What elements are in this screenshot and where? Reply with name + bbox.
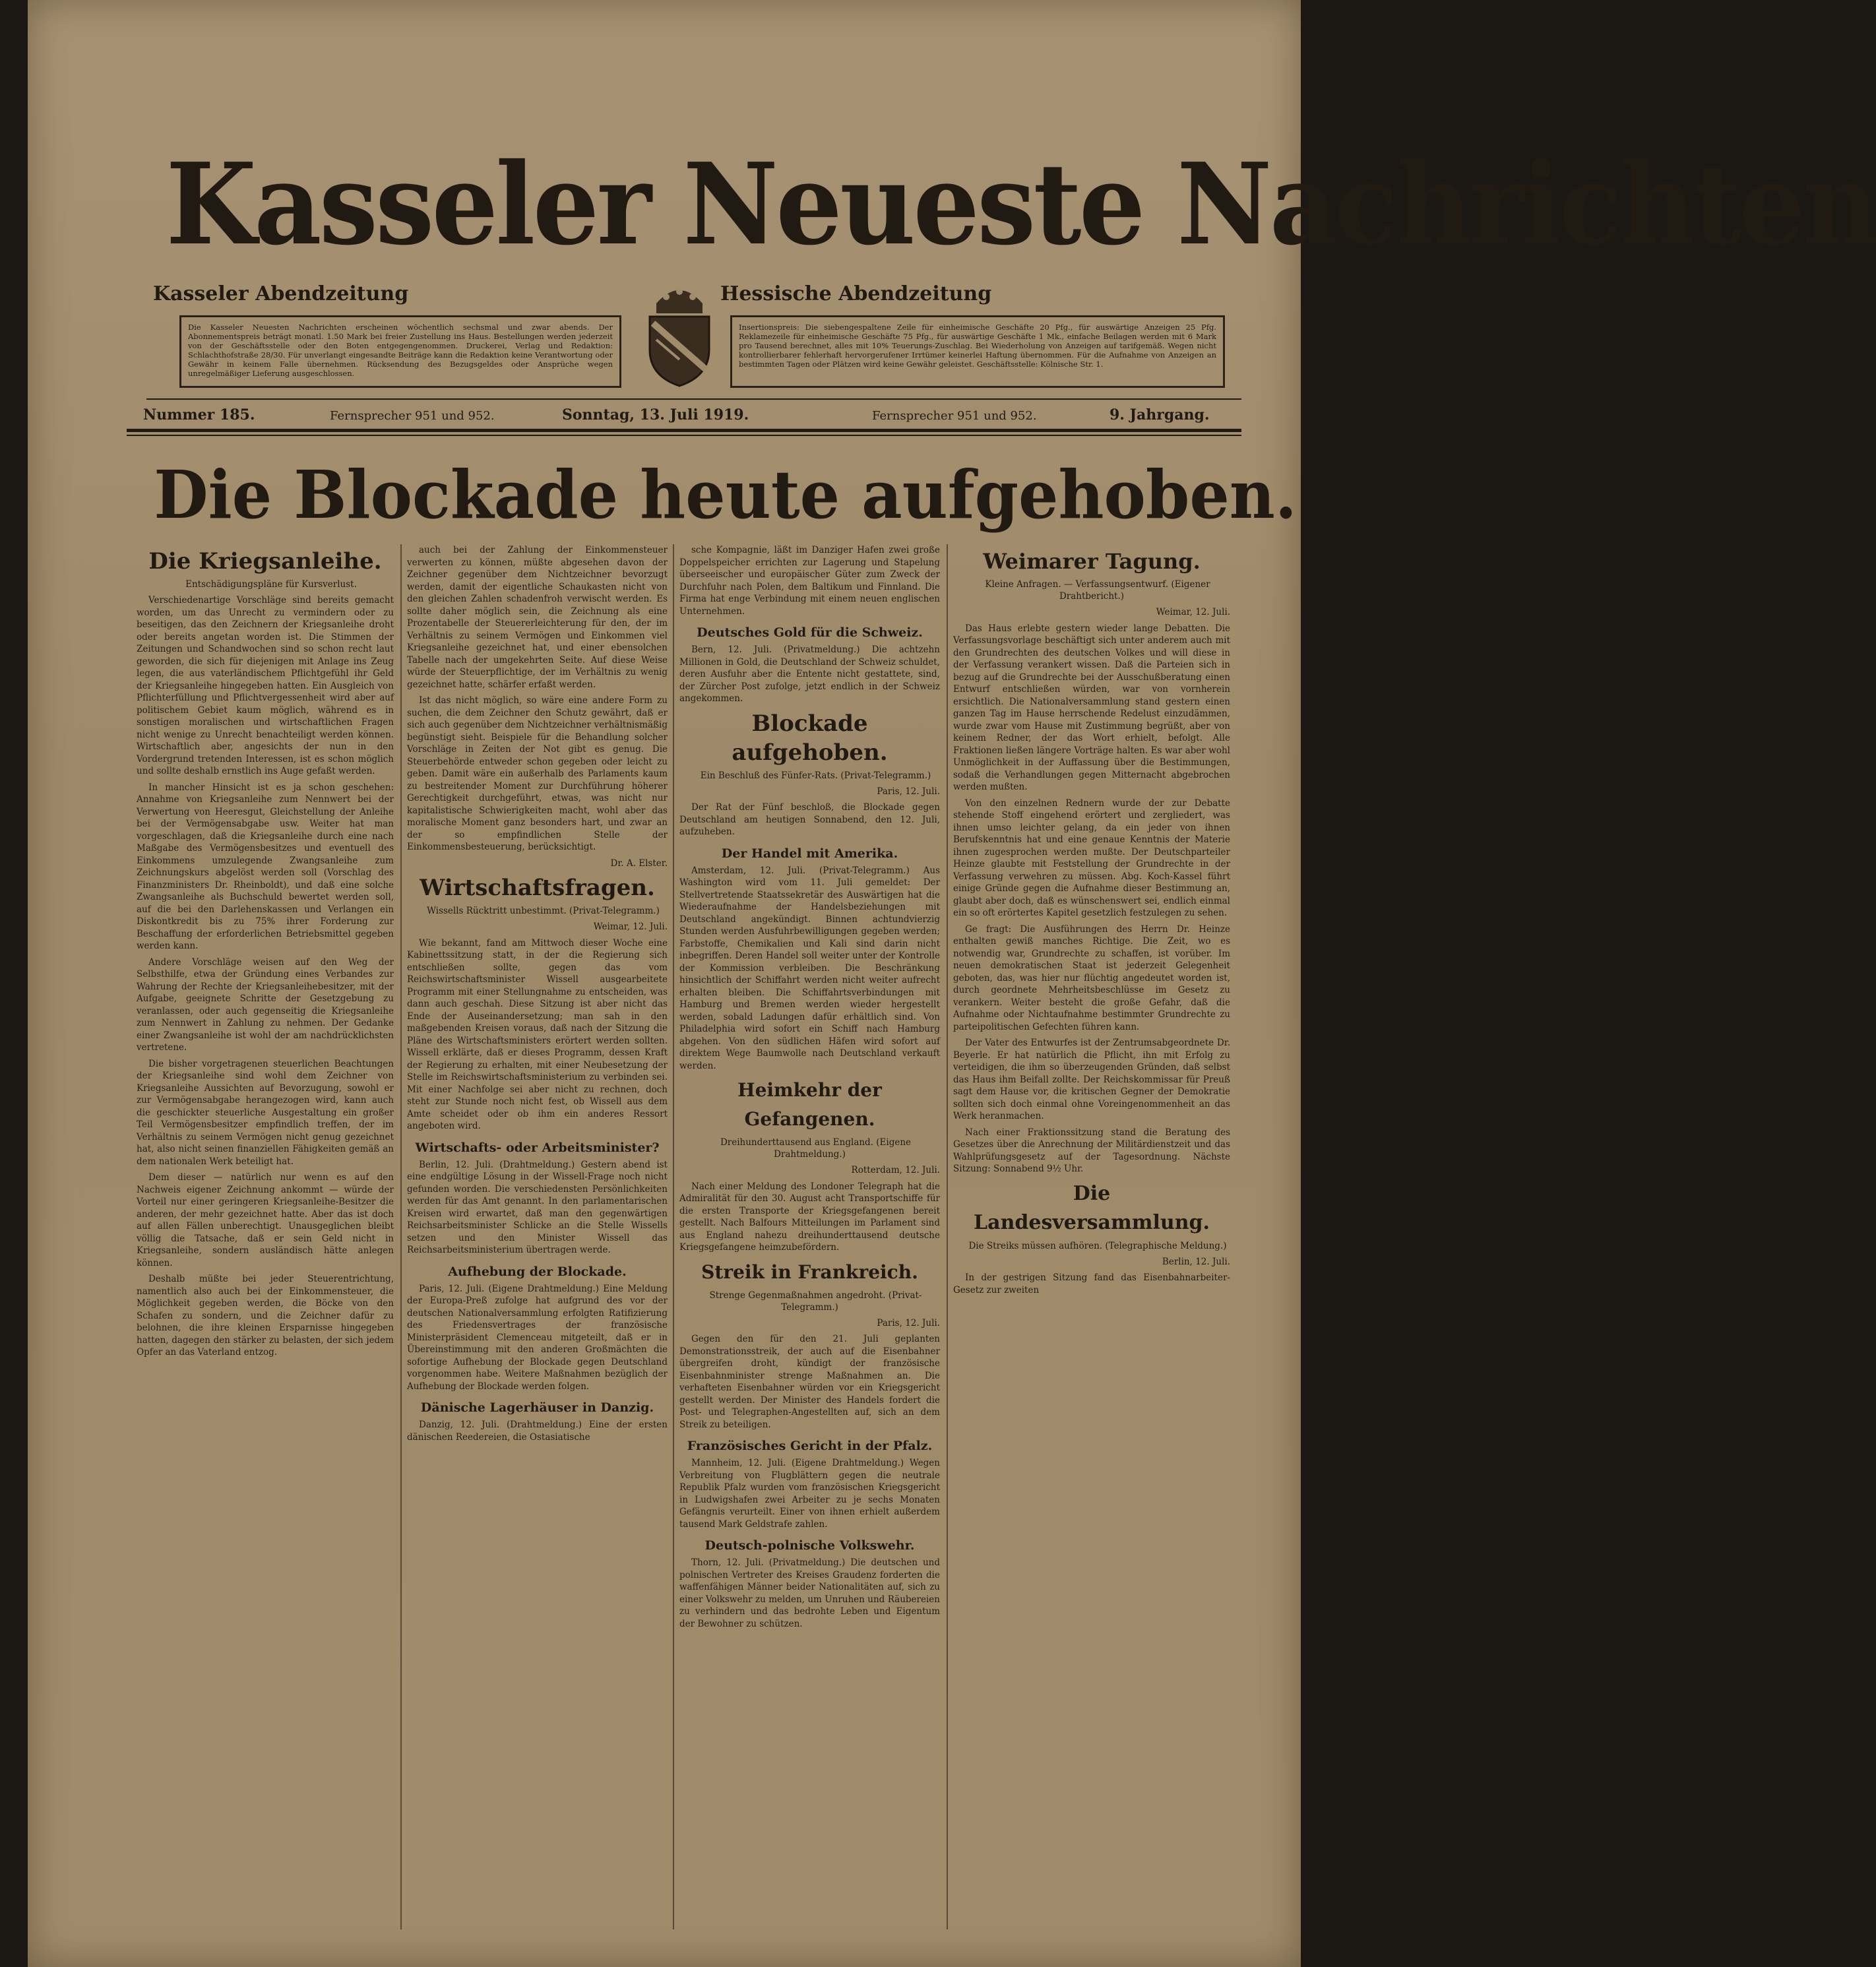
phone-left: Fernsprecher 951 und 952. (330, 409, 495, 423)
coat-of-arms-icon (640, 277, 719, 389)
article-dateline: Rotterdam, 12. Juli. (851, 1165, 940, 1175)
article-subtitle: Ein Beschluß des Fünfer-Rats. (Privat-Telegramm.) (700, 770, 931, 781)
column-separator (947, 544, 948, 1929)
article-subtitle: Kleine Anfragen. — Verfassungsentwurf. (Eigener Drahtbericht.) (985, 579, 1210, 602)
article-title: Heimkehr der Gefangenen. (737, 1079, 882, 1130)
article-subtitle: Die Streiks müssen aufhören. (Telegraphische Meldung.) (968, 1240, 1227, 1251)
article-paragraph: Ist das nicht möglich, so wäre eine andere Form zu suchen, die dem Zeichner den Schutz gewährt, daß er sich auch gegenüber dem Nichtzeichner verhältnismäßig begünstigt sieht. Beispiele für die Behandlung solcher Vorschläge in Zeiten der Not gibt es genug. Die Steuerbehörde entweder schon gegeben oder leicht zu geben. Damit wäre ein außerhalb des Parlaments kaum zu bestreitender Moment zur Durchführung höherer Gerechtigkeit durchgeführt, etwas, was nicht nur kapitalistische Schwierigkeiten macht, wohl aber das moralische Moment ganz besonders hart, und zwar an der so empfindlichen Stelle der Einkommensbesteuerung, berücksichtigt. (407, 695, 668, 852)
article-title: Deutsches Gold für die Schweiz. (697, 625, 923, 640)
article-paragraph: Dem dieser — natürlich nur wenn es auf den Nachweis eigener Zeichnung ankommt — würde der Vorteil nur einer geringeren Kriegsanleihe-Besitzer die anderen, der mehr gezeichnet hatte. Aber das ist doch auf allen Fällen unberechtigt. Unausgeglichen bleibt völlig die Tatsache, daß er sein Geld nicht in Kriegsanleihe, sondern ausländisch hätte anlegen können. (137, 1172, 394, 1268)
article-paragraph: Die bisher vorgetragenen steuerlichen Beachtungen der Kriegsanleihe sind wohl dem Zeichner von Kriegsanleihe Aussichten auf Bevorzugung, sowohl er zur Vermögensabgabe herangezogen wird, kann auch die geschickter steuerliche Ausgestaltung ein großer Teil Vermögensbesitzer empfindlich treffen, der im Verhältnis zu seinem Vermögen nicht genug gezeichnet hat, also nicht seinen finanziellen Fähigkeiten gemäß an dem nationalen Werk beteiligt hat. (137, 1058, 394, 1167)
article-paragraph: Deshalb müßte bei jeder Steuerentrichtung, namentlich also auch bei der Einkommensteuer, die Möglichkeit gegeben werden, die Böcke von den Schafen zu sondern, und die Zeichner dafür zu belohnen, die ihre kleinen Ersparnisse hingegeben hatten, dagegen den stärker zu belasten, der sich jedem Opfer an das Vaterland entzog. (137, 1274, 394, 1358)
article-title: Dänische Lagerhäuser in Danzig. (420, 1400, 654, 1415)
column-separator (400, 544, 402, 1929)
article-paragraph: Nach einer Fraktionssitzung stand die Beratung des Gesetzes über die Anrechnung der Militärdienstzeit und das Wahlprüfungsgesetz auf der Tagesordnung. Nächste Sitzung: Sonnabend 9½ Uhr. (953, 1127, 1230, 1174)
article-title: Der Handel mit Amerika. (721, 846, 898, 861)
double-rule-lower (127, 435, 1241, 436)
article-title: Streik in Frankreich. (701, 1261, 918, 1283)
phone-right: Fernsprecher 951 und 952. (872, 409, 1037, 423)
article-subtitle: Dreihunderttausend aus England. (Eigene Drahtmeldung.) (720, 1137, 912, 1160)
article-paragraph: In der gestrigen Sitzung fand das Eisenbahnarbeiter-Gesetz zur zweiten (953, 1272, 1230, 1296)
volume-year: 9. Jahrgang. (1110, 406, 1210, 423)
article-paragraph: Thorn, 12. Juli. (Privatmeldung.) Die deutschen und polnischen Vertreter des Kreises Graudenz forderten die waffenfähigen Männer beider Nationalitäten auf, sich zu einer Volkswehr zu melden, um Unruhen und Räubereien zu verhindern und das bedrohte Leben und Eigentum der Bewohner zu schützen. (679, 1557, 940, 1629)
article-subtitle: Entschädigungspläne für Kursverlust. (185, 579, 357, 590)
article-paragraph: sche Kompagnie, läßt im Danziger Hafen zwei große Doppelspeicher errichten zur Lagerung und Stapelung überseeischer und europäischer Güter zum Zweck der Durchfuhr nach Polen, dem Baltikum und Finnland. Die Firma hat enge Verbindung mit einem neuen englischen Unternehmen. (679, 545, 940, 617)
article-paragraph: Mannheim, 12. Juli. (Eigene Drahtmeldung.) Wegen Verbreitung von Flugblättern gegen die neutrale Republik Pfalz wurden vom französischen Kriegsgericht in Ludwigshafen zwei Arbeiter zu je sechs Monaten Gefängnis verurteilt. Einer von ihnen erhielt außerdem tausend Mark Geldstrafe zahlen. (679, 1458, 940, 1530)
article-paragraph: Von den einzelnen Rednern wurde der zur Debatte stehende Stoff eingehend erörtert und zergliedert, was ihnen umso leichter gelang, da ein jeder von ihnen Berufskenntnis hat und eine genaue Kenntnis der Materie ihnen zugesprochen werden mußte. Der Deutschparteiler Heinze glaubte mit Feststellung der Grundrechte in der Verfassung verwehren zu müssen. Abg. Koch-Kassel führt einige Gründe gegen die Aufnahme dieser Bestimmung an, glaubt aber doch, daß es wünschenswert sei, endlich einmal ein so oft erörtertes Kapitel gesetzlich festzulegen zu sehen. (953, 797, 1230, 918)
article-subtitle: Strenge Gegenmaßnahmen angedroht. (Privat-Telegramm.) (709, 1290, 922, 1313)
article-title: Blockade aufgehoben. (732, 710, 888, 766)
column-4 (953, 544, 1230, 1929)
article-title: Französisches Gericht in der Pfalz. (687, 1439, 933, 1453)
article-paragraph: Der Vater des Entwurfes ist der Zentrumsabgeordnete Dr. Beyerle. Er hat natürlich die Pflicht, ihn mit Erfolg zu verteidigen, die ihm so überzeugenden Gründen, daß selbst das Haus ihm Beifall zollte. Der Reichskommissar für Preuß sagt dem Hause vor, die kritischen Gegner der Demokratie sollten sich doch einmal ohne Voreingenommenheit an das Werk heranmachen. (953, 1038, 1230, 1121)
masthead-subtitle-right: Hessische Abendzeitung (720, 282, 992, 305)
article-title: Wirtschaftsfragen. (420, 875, 655, 901)
article-dateline: Berlin, 12. Juli. (1162, 1256, 1230, 1267)
article-subtitle: Wissells Rücktritt unbestimmt. (Privat-Telegramm.) (427, 906, 660, 916)
newspaper-page (28, 0, 1876, 1967)
article-paragraph: Das Haus erlebte gestern wieder lange Debatten. Die Verfassungsvorlage beschäftigt sich unter anderem auch mit den Grundrechten des deutschen Volkes und will diese in der Verfassung verankert wissen. Daß die Parteien sich in bezug auf die Grundrechte bei der Ausschußberatung einen Entwurf entschließen würden, war von vornherein ersichtlich. Die Nationalversammlung stand gestern einen ganzen Tag im Hause herrschende Redelust einzudämmen, wurde zwar vom Hause mit Zustimmung begrüßt, aber von keinem Redner, der das Wort erhielt, befolgt. Alle Fraktionen ließen längere Vorträge halten. Es war aber wohl Unmöglichkeit in der Auffassung über die Bestimmungen, sodaß die Verhandlungen gegen Mitternacht abgebrochen werden mußten. (953, 623, 1230, 792)
subscription-info-box: Die Kasseler Neuesten Nachrichten erscheinen wöchentlich sechsmal und zwar abends. Der Abonnementspreis beträgt monatl. 1.50 Mark bei freier Zustellung ins Haus. Bestellungen werden jederzeit von der Geschäftsstelle oder den Boten entgegengenommen. Druckerei, Verlag und Redaktion: Schlachthofstraße 28/30. Für unverlangt eingesandte Beiträge kann die Redaktion keine Verantwortung oder Gewähr in keinem Falle übernehmen. Rücksendung des Bezugsgeldes oder Ansprüche wegen unregelmäßiger Lieferung ausgeschlossen. (179, 315, 621, 388)
article-paragraph: Nach einer Meldung des Londoner Telegraph hat die Admiralität für den 30. August acht Transportschiffe für die ersten Transporte der Kriegsgefangenen bereit gestellt. Nach Balfours Mitteilungen im Parlament sind aus England nahezu dreihunderttausend deutsche Kriegsgefangene heimzubefördern. (679, 1181, 940, 1253)
column-2 (407, 544, 668, 1929)
article-paragraph: Andere Vorschläge weisen auf den Weg der Selbsthilfe, etwa der Gründung eines Verbandes zur Wahrung der Rechte der Kriegsanleihebesitzer, mit der Aufgabe, geeignete Schritte der Gesetzgebung zu veranlassen, oder auch gegenseitig die Kriegsanleihe zum Nennwert in Zahlung zu nehmen. Der Gedanke einer Zwangsanleihe ist wohl der am nachdrücklichsten vertretene. (137, 956, 394, 1053)
column-separator (673, 544, 674, 1929)
article-title: Die Landesversammlung. (974, 1181, 1210, 1234)
article-paragraph: Amsterdam, 12. Juli. (Privat-Telegramm.) Aus Washington wird vom 11. Juli gemeldet: Der Stellvertretende Staatssekretär des Auswärtigen hat die Wiederaufnahme der Handelsbeziehungen mit Deutschland angekündigt. Binnen achtundvierzig Stunden werden Ausfuhrbewilligungen gegeben werden; Farbstoffe, Chemikalien und Kali sind darin nicht inbegriffen. Deren Handel soll weiter unter der Kontrolle der Kommission verbleiben. Die Beschränkung hinsichtlich der Schiffahrt werden nicht weiter aufrecht erhalten bleiben. Die Schiffahrtsverbindungen mit Hamburg und Bremen werden wieder hergestellt werden, sobald Ladungen dafür erhältlich sind. Von Philadelphia wird sofort ein Schiff nach Hamburg abgehen. Von den südlichen Häfen wird sofort auf direktem Wege Baumwolle nach Deutschland verkauft werden. (679, 865, 940, 1071)
advertising-info-box: Insertionspreis: Die siebengespaltene Zeile für einheimische Geschäfte 20 Pfg., für auswärtige Anzeigen 25 Pfg. Reklamezeile für einheimische Geschäfte 75 Pfg., für auswärtige Geschäfte 1 Mk., einfache Beilagen werden mit 6 Mark pro Tausend berechnet, alles mit 10% Teuerungs-Zuschlag. Bei Wiederholung von Anzeigen auf tarifgemäß. Wegen nicht kontrollierbarer fehlerhaft hervorgerufener Irrtümer keinerlei Haftung übernommen. Für die Aufnahme von Anzeigen an bestimmten Tagen oder Plätzen wird keine Gewähr geleistet. Geschäftsstelle: Kölnische Str. 1. (730, 315, 1225, 388)
article-paragraph: Gegen den für den 21. Juli geplanten Demonstrationsstreik, der auch auf die Eisenbahner übergreifen droht, kündigt der französische Eisenbahnminister strenge Maßnahmen an. Die verhafteten Eisenbahner würden vor ein Kriegsgericht gestellt werden. Der Minister des Handels fordert die Post- und Telegraphen-Angestellten auf, sich an dem Streik zu beteiligen. (679, 1334, 940, 1430)
issue-number: Nummer 185. (143, 406, 255, 423)
double-rule-upper (127, 429, 1241, 432)
article-author: Dr. A. Elster. (610, 858, 668, 869)
article-dateline: Weimar, 12. Juli. (1156, 607, 1230, 617)
article-paragraph: auch bei der Zahlung der Einkommensteuer verwerten zu können, müßte abgesehen davon der Zeichner gegenüber dem Nichtzeichner bevorzugt werden, damit der eigentliche Schaukasten nicht von den gleichen Zahlen schadenfroh verwischt werden. Es sollte daher möglich sein, die Zeichnung als eine Prozentabelle der Steuererleichterung für den, der im Verhältnis zu seinem Vermögen und Einkommen viel Kriegsanleihe gezeichnet hat, und einer ebensolchen Tabelle nach der umgekehrten Seite. Auf diese Weise würde der Steuerpflichtige, der im Verhältnis zu wenig gezeichnet hatte, schärfer erfaßt werden. (407, 545, 668, 690)
article-paragraph: Ge fragt: Die Ausführungen des Herrn Dr. Heinze enthalten gewiß manches Richtige. Die Zeit, wo es notwendig war, Grundrechte zu schaffen, ist vorüber. Im neuen demokratischen Staat ist jederzeit Gelegenheit geboten, das, was hier nur flüchtig angedeutet worden ist, durch geordnete Mehrheitsbeschlüsse im Gesetz zu verankern. Weiter besteht die große Gefahr, daß die Aufnahme oder Nichtaufnahme bestimmter Grundrechte zu parteipolitischen Gefechten führen kann. (953, 923, 1230, 1032)
article-title: Die Kriegsanleihe. (148, 548, 382, 575)
article-title: Weimarer Tagung. (983, 549, 1201, 574)
masthead-title: Kasseler Neueste Nachrichten (166, 139, 1876, 270)
article-paragraph: In mancher Hinsicht ist es ja schon geschehen: Annahme von Kriegsanleihe zum Nennwert bei der Verwertung von Heeresgut, Gleichstellung der Anleihe bei der Vermögensabgabe usw. Weiter hat man vorgeschlagen, daß die Kriegsanleihe durch eine nach Maßgabe des Vermögensbesitzes und eventuell des Einkommens umzulegende Zwangsanleihe zum Zeichnungskurs abgelöst werden soll (Vorschlag des Finanzministers Dr. Rheinboldt), und daß eine solche Zwangsanleihe als Buchschuld bewertet werden soll, auf die bei den Darlehenskassen und Verlangen ein Diskontkredit bis zu 75% ihrer Forderung zur Beschaffung der erforderlichen Betriebsmittel gegeben werden kann. (137, 782, 394, 951)
article-title: Deutsch-polnische Volkswehr. (704, 1538, 915, 1553)
column-1 (137, 544, 394, 1929)
article-title: Wirtschafts- oder Arbeitsminister? (415, 1140, 660, 1155)
top-rule (146, 398, 1241, 400)
masthead-subtitle-left: Kasseler Abendzeitung (153, 282, 409, 305)
article-paragraph: Paris, 12. Juli. (Eigene Drahtmeldung.) Eine Meldung der Europa-Preß zufolge hat aufgrund des vor der deutschen Nationalversammlung erfolgten Ratifizierung des Friedensvertrages der französische Ministerpräsident Clemenceau mitgeteilt, daß er in Übereinstimmung mit den anderen Großmächten die sofortige Aufhebung der Blockade gegen Deutschland vorgenommen habe. Weitere Maßnahmen bezüglich der Aufhebung der Blockade werden folgen. (407, 1283, 668, 1392)
main-headline: Die Blockade heute aufgehoben. (154, 456, 1297, 534)
column-3 (679, 544, 940, 1929)
issue-date: Sonntag, 13. Juli 1919. (562, 406, 749, 423)
article-paragraph: Der Rat der Fünf beschloß, die Blockade gegen Deutschland am heutigen Sonnabend, den 12. Juli, aufzuheben. (679, 802, 940, 837)
article-dateline: Paris, 12. Juli. (877, 786, 940, 797)
article-paragraph: Verschiedenartige Vorschläge sind bereits gemacht worden, um das Unrecht zu vermindern oder zu beseitigen, das den Zeichnern der Kriegsanleihe droht oder bereits angetan worden ist. Die Stimmen der Zeitungen und Schandwochen sind so schon recht laut geworden, die sich für diejenigen mit Anlage ins Zeug legen, die aus vaterländischem Pflichtgefühl ihr Geld der Kriegsanleihe hingegeben hatten. Ein Ausgleich von Pflichterfüllung und Pflichtvergessenheit wird aber auf politischem Gebiet kaum möglich, während es in sonstigen moralischen und wirtschaftlichen Fragen nicht wenige zu Unrecht benachteiligt werden können. Wirtschaftlich aber, angesichts der nun in den Vordergrund tretenden Interessen, ist es schon möglich und sollte deshalb ernstlich ins Auge gefaßt werden. (137, 595, 394, 776)
article-paragraph: Berlin, 12. Juli. (Drahtmeldung.) Gestern abend ist eine endgültige Lösung in der Wissell-Frage noch nicht gefunden worden. Die verschiedensten Persönlichkeiten werden für das Amt genannt. In den parlamentarischen Kreisen wird erwartet, daß man den gegenwärtigen Reichsarbeitsminister Schlicke an die Stelle Wissells setzen und den Minister Wissell das Reichsarbeitsministerium übertragen werde. (407, 1159, 668, 1255)
article-dateline: Weimar, 12. Juli. (593, 921, 668, 932)
article-dateline: Paris, 12. Juli. (877, 1317, 940, 1328)
article-title: Aufhebung der Blockade. (448, 1264, 627, 1279)
article-paragraph: Bern, 12. Juli. (Privatmeldung.) Die achtzehn Millionen in Gold, die Deutschland der Schweiz schuldet, deren Ausfuhr aber die Entente nicht gestattete, sind, der Zürcher Post zufolge, jetzt endlich in der Schweiz angekommen. (679, 644, 940, 704)
article-paragraph: Wie bekannt, fand am Mittwoch dieser Woche eine Kabinettssitzung statt, in der die Regierung sich entschließen sollte, gegen das vom Reichswirtschaftsminister Wissell ausgearbeitete Programm mit einer Stellungnahme zu entscheiden, was dann auch geschah. Diese Sitzung ist aber nicht das Ende der Auseinandersetzung; man sah in den maßgebenden Kreisen voraus, daß nach der Sitzung die Pläne des Wirtschaftsministers erörtert werden sollten. Wissell erklärte, daß er dieses Programm, dessen Kraft der Regierung zu erhalten, mit einer Neubesetzung der Stelle im Reichswirtschaftsministerium zu verbinden sei. Mit einer Nachfolge sei aber nicht zu rechnen, doch steht zur Stunde noch nicht fest, ob Wissell aus dem Amte scheidet oder ob ihm ein anderes Ressort angeboten wird. (407, 937, 668, 1131)
article-paragraph: Danzig, 12. Juli. (Drahtmeldung.) Eine der ersten dänischen Reedereien, die Ostasiatische (407, 1420, 668, 1443)
